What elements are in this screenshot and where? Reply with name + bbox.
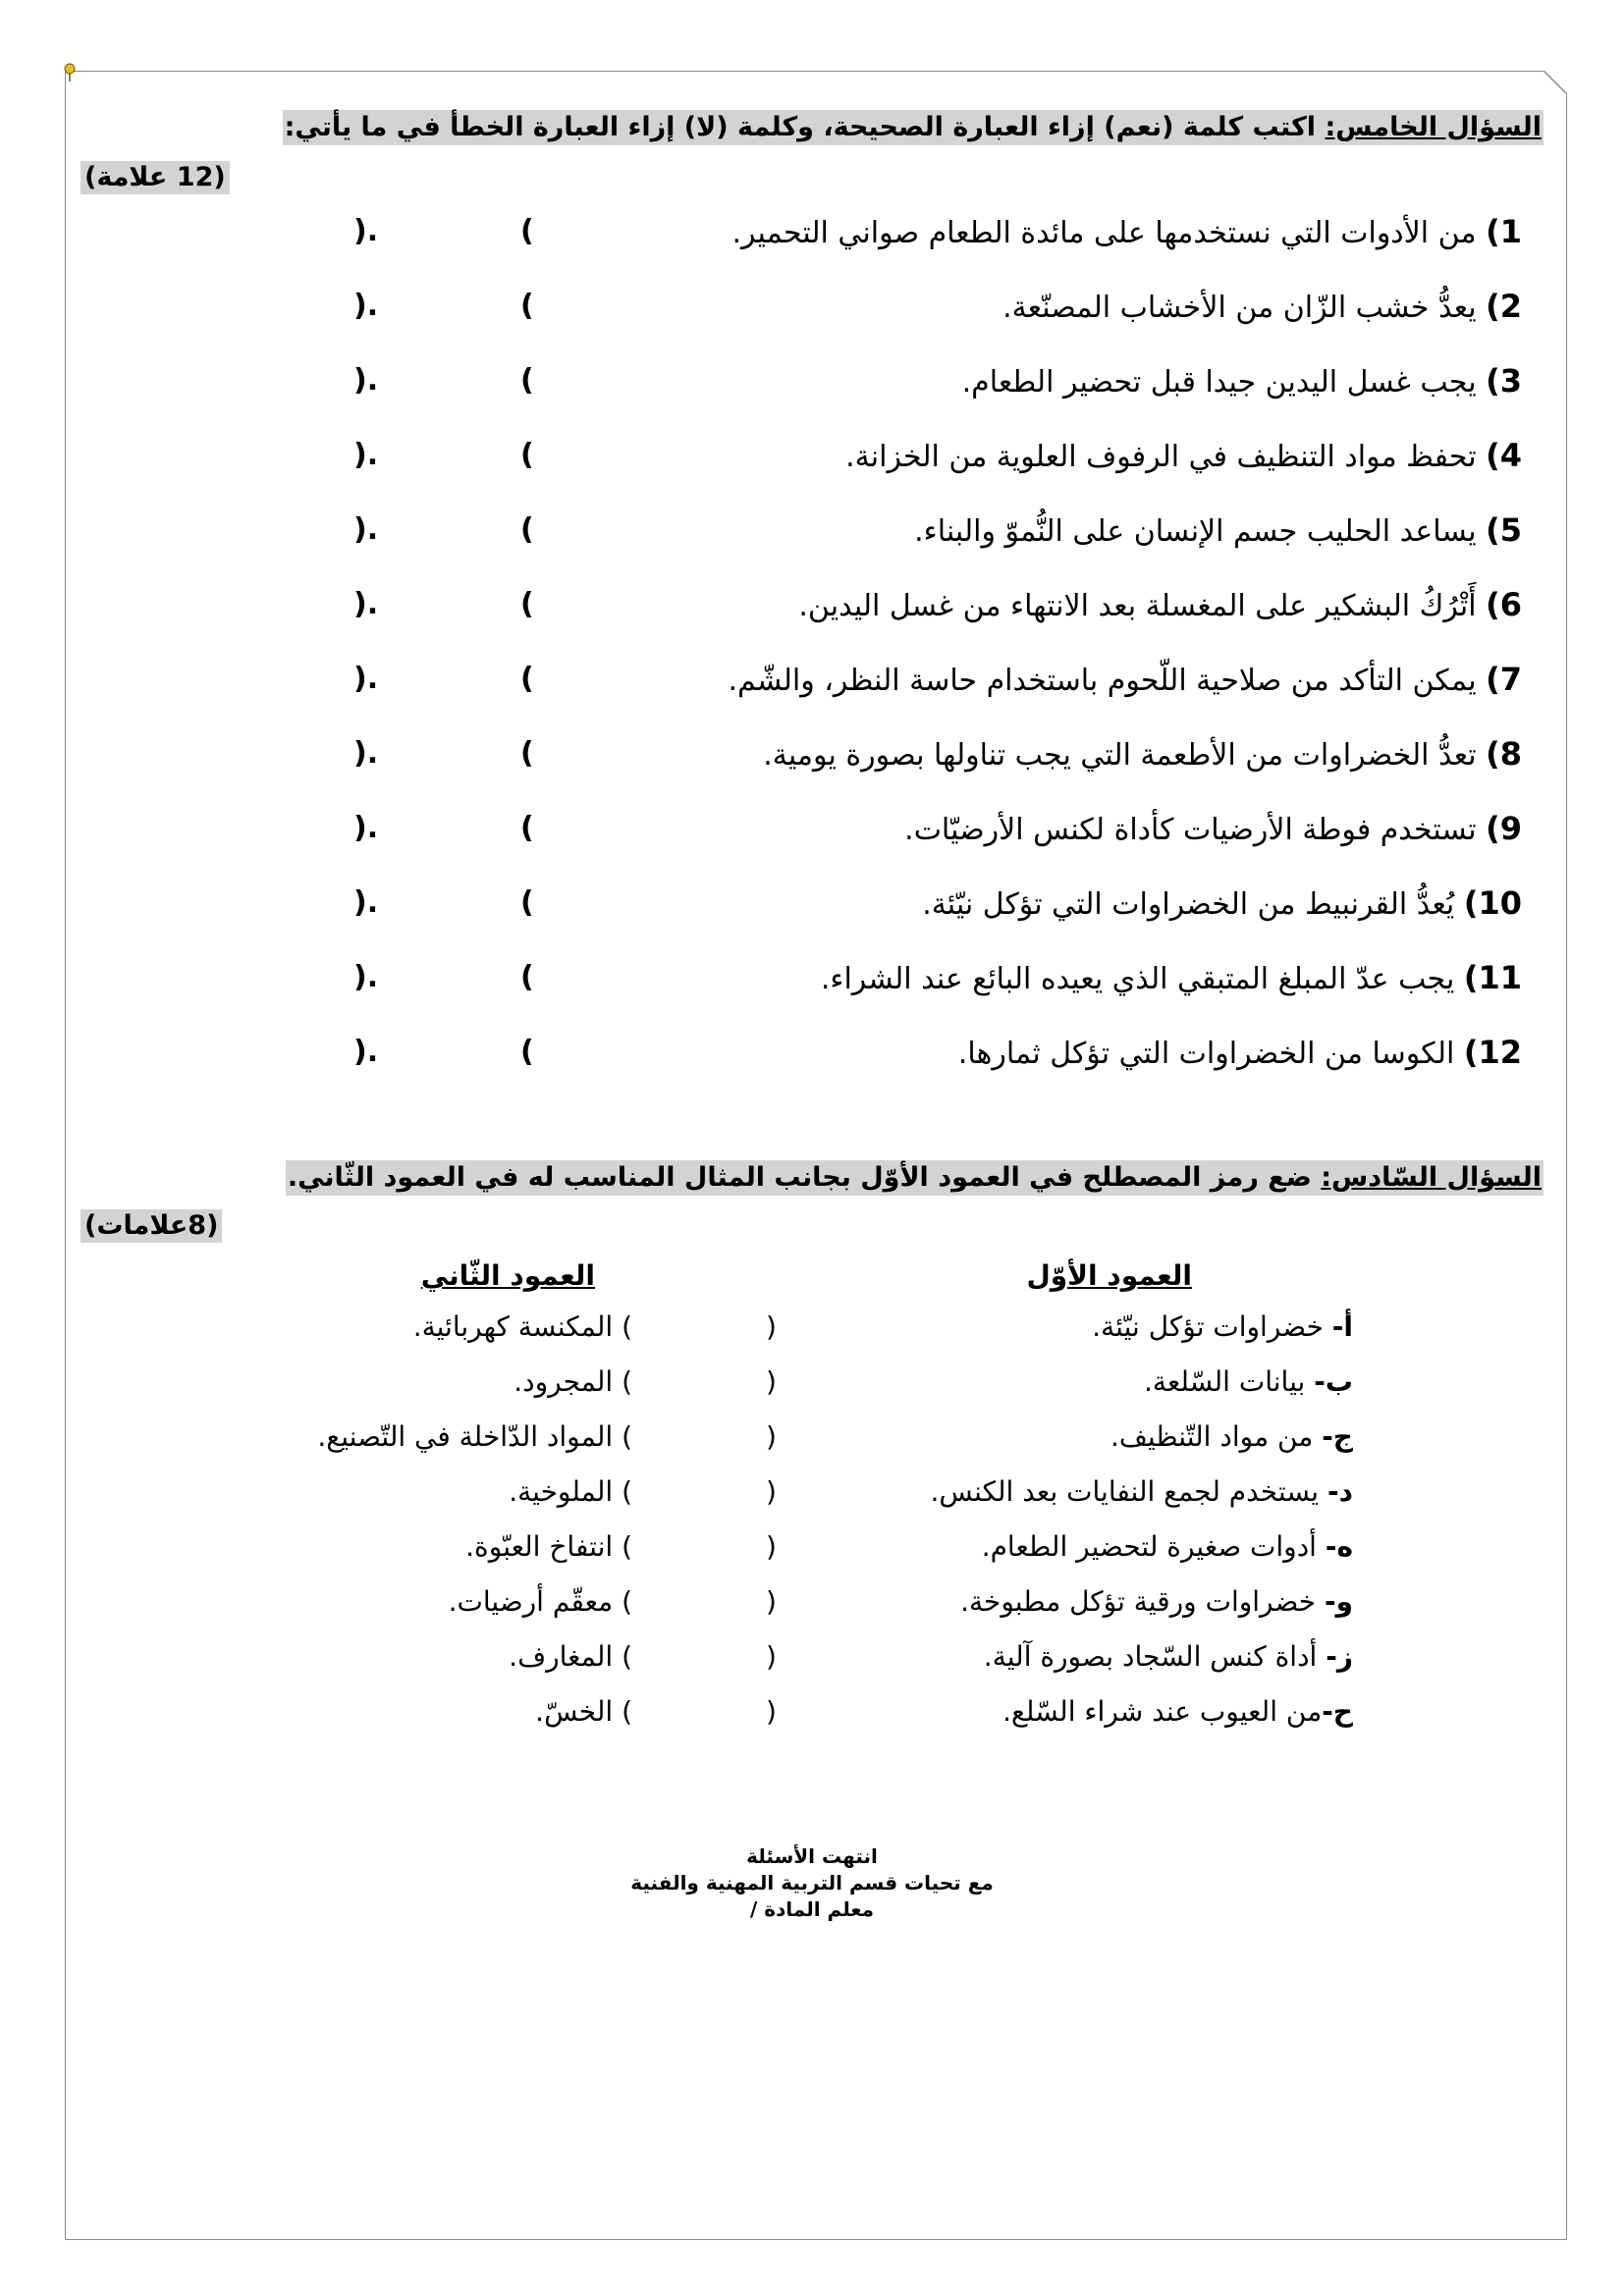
column1-text: يستخدم لجمع النفايات بعد الكنس.	[930, 1475, 1327, 1508]
column1-letter: د-	[1327, 1475, 1353, 1508]
column2-item	[413, 1309, 632, 1345]
statement-text: يساعد الحليب جسم الإنسان على النُّموّ والبناء.	[914, 514, 1477, 549]
answer-close-paren: ).	[353, 512, 379, 547]
column1-text: أداة كنس السّجاد بصورة آلية.	[983, 1640, 1326, 1673]
column2-text: المجرود.	[514, 1365, 614, 1398]
answer-close-paren: ).	[353, 214, 379, 248]
column2-item	[509, 1474, 632, 1510]
statement-number: 11)	[1463, 959, 1522, 996]
statement-item	[821, 958, 1522, 999]
column2-text: معقّم أرضيات.	[448, 1585, 614, 1618]
column1-letter: و-	[1324, 1585, 1353, 1618]
statement-text: أَتْرُكُ البشكير على المغسلة بعد الانتهاء من غسل اليدين.	[798, 589, 1477, 623]
column1-letter: ح-	[1322, 1695, 1353, 1728]
question5-label: السؤال الخامس:	[1325, 112, 1542, 142]
statement-number: 7)	[1486, 661, 1522, 698]
statement-number: 9)	[1486, 810, 1522, 847]
answer-close-paren: ).	[353, 811, 379, 845]
answer-open-paren: (	[520, 662, 534, 696]
match-open-paren[interactable]: (	[766, 1475, 777, 1508]
column1-item	[931, 1474, 1353, 1510]
answer-open-paren: (	[520, 512, 534, 547]
column2-text: الملوخية.	[509, 1475, 614, 1508]
question6-marks: (8علامات)	[81, 1209, 222, 1243]
statement-item	[904, 809, 1522, 850]
footer-greeting: مع تحيات قسم التربية المهنية والفنية	[630, 1871, 994, 1895]
statement-item	[798, 585, 1522, 626]
statement-number: 1)	[1486, 213, 1522, 250]
column1-letter: ب-	[1314, 1365, 1353, 1398]
column1-letter: أ-	[1331, 1310, 1353, 1343]
statement-item	[845, 436, 1522, 477]
statement-item	[728, 660, 1522, 701]
statement-number: 5)	[1486, 511, 1522, 549]
column1-text: خضراوات تؤكل نيّئة.	[1092, 1310, 1332, 1343]
question6-label: السؤال السّادس:	[1321, 1162, 1542, 1193]
column1-item	[1002, 1694, 1353, 1730]
match-close-paren: )	[622, 1640, 632, 1673]
statement-text: يجب عدّ المبلغ المتبقي الذي يعيده البائع عند الشراء.	[820, 962, 1455, 996]
answer-open-paren: (	[520, 438, 534, 472]
match-close-paren: )	[622, 1530, 632, 1563]
question5-instruction: اكتب كلمة (نعم) إزاء العبارة الصحيحة، وكلمة (لا) إزاء العبارة الخطأ في ما يأتي:	[284, 112, 1326, 142]
column1-item	[1110, 1419, 1353, 1455]
match-close-paren: )	[622, 1365, 632, 1398]
statement-item	[763, 734, 1522, 775]
match-close-paren: )	[622, 1420, 632, 1453]
statement-text: من الأدوات التي نستخدمها على مائدة الطعام صواني التحمير.	[731, 216, 1477, 250]
answer-open-paren: (	[520, 1035, 534, 1069]
statement-text: يُعدُّ القرنبيط من الخضراوات التي تؤكل نيّئة.	[922, 887, 1455, 922]
column2-item	[317, 1419, 632, 1455]
column1-item	[1144, 1364, 1353, 1400]
statement-number: 10)	[1463, 884, 1522, 922]
statement-text: الكوسا من الخضراوات التي تؤكل ثمارها.	[957, 1037, 1455, 1071]
match-open-paren[interactable]: (	[766, 1420, 777, 1453]
statement-number: 6)	[1486, 586, 1522, 623]
statement-text: تستخدم فوطة الأرضيات كأداة لكنس الأرضيّات.	[904, 813, 1477, 847]
column1-item	[982, 1529, 1353, 1565]
question5-marks: (12 علامة)	[81, 161, 230, 194]
answer-open-paren: (	[520, 811, 534, 845]
column1-item	[1092, 1309, 1353, 1345]
column1-heading: العمود الأوّل	[1026, 1259, 1192, 1292]
answer-open-paren: (	[520, 363, 534, 398]
answer-close-paren: ).	[353, 587, 379, 621]
column2-text: انتفاخ العبّوة.	[465, 1530, 614, 1563]
statement-number: 12)	[1463, 1034, 1522, 1071]
answer-close-paren: ).	[353, 885, 379, 920]
footer-teacher: معلم المادة /	[749, 1897, 875, 1921]
answer-open-paren: (	[520, 885, 534, 920]
statement-number: 8)	[1486, 735, 1522, 773]
statement-item	[1002, 287, 1522, 328]
match-open-paren[interactable]: (	[766, 1530, 777, 1563]
answer-open-paren: (	[520, 736, 534, 771]
answer-open-paren: (	[520, 214, 534, 248]
column2-item	[535, 1694, 632, 1730]
match-open-paren[interactable]: (	[766, 1310, 777, 1343]
statement-item	[962, 361, 1522, 402]
statement-item	[922, 883, 1522, 925]
answer-open-paren: (	[520, 960, 534, 994]
column1-text: أدوات صغيرة لتحضير الطعام.	[981, 1530, 1326, 1563]
question6-instruction: ضع رمز المصطلح في العمود الأوّل بجانب المثال المناسب له في العمود الثّاني.	[287, 1162, 1322, 1193]
column1-item	[960, 1584, 1353, 1620]
question6-title	[286, 1160, 1543, 1196]
answer-close-paren: ).	[353, 736, 379, 771]
match-close-paren: )	[622, 1310, 632, 1343]
match-open-paren[interactable]: (	[766, 1585, 777, 1618]
answer-close-paren: ).	[353, 363, 379, 398]
answer-open-paren: (	[520, 289, 534, 323]
statement-text: تحفظ مواد التنظيف في الرفوف العلوية من الخزانة.	[845, 440, 1477, 474]
column2-item	[509, 1639, 632, 1675]
column2-item	[514, 1364, 632, 1400]
column2-text: المواد الدّاخلة في التّصنيع.	[317, 1420, 614, 1453]
column1-text: خضراوات ورقية تؤكل مطبوخة.	[960, 1585, 1325, 1618]
column2-heading: العمود الثّاني	[420, 1259, 595, 1292]
statement-item	[914, 510, 1522, 552]
column1-text: بيانات السّلعة.	[1143, 1365, 1315, 1398]
statement-text: تعدُّ الخضراوات من الأطعمة التي يجب تناولها بصورة يومية.	[763, 738, 1477, 773]
statement-number: 2)	[1486, 288, 1522, 325]
match-close-paren: )	[622, 1695, 632, 1728]
answer-close-paren: ).	[353, 662, 379, 696]
match-open-paren[interactable]: (	[766, 1695, 777, 1728]
column2-item	[465, 1529, 632, 1565]
question5-title	[283, 110, 1543, 145]
statement-item	[731, 212, 1522, 253]
pin-icon	[63, 63, 77, 82]
answer-close-paren: ).	[353, 289, 379, 323]
column1-text: من مواد التّنظيف.	[1110, 1420, 1323, 1453]
answer-close-paren: ).	[353, 960, 379, 994]
statement-text: يجب غسل اليدين جيدا قبل تحضير الطعام.	[961, 365, 1477, 400]
statement-text: يعدُّ خشب الزّان من الأخشاب المصنّعة.	[1002, 291, 1477, 325]
statement-number: 4)	[1486, 437, 1522, 474]
column1-letter: ج-	[1322, 1420, 1353, 1453]
column1-text: من العيوب عند شراء السّلع.	[1002, 1695, 1323, 1728]
statement-number: 3)	[1486, 362, 1522, 400]
column1-letter: ز-	[1326, 1640, 1353, 1673]
match-close-paren: )	[622, 1475, 632, 1508]
column2-item	[449, 1584, 632, 1620]
answer-open-paren: (	[520, 587, 534, 621]
column2-text: المغارف.	[509, 1640, 614, 1673]
match-open-paren[interactable]: (	[766, 1640, 777, 1673]
column2-text: الخسّ.	[535, 1695, 614, 1728]
column1-item	[984, 1639, 1353, 1675]
statement-text: يمكن التأكد من صلاحية اللّحوم باستخدام حاسة النظر، والشّم.	[728, 664, 1477, 698]
column1-letter: ه-	[1325, 1530, 1353, 1563]
statement-item	[958, 1033, 1522, 1074]
page-fold-corner	[1543, 71, 1567, 94]
answer-close-paren: ).	[353, 1035, 379, 1069]
column2-text: المكنسة كهربائية.	[412, 1310, 614, 1343]
footer-end-note: انتهت الأسئلة	[746, 1844, 878, 1868]
match-open-paren[interactable]: (	[766, 1365, 777, 1398]
match-close-paren: )	[622, 1585, 632, 1618]
answer-close-paren: ).	[353, 438, 379, 472]
